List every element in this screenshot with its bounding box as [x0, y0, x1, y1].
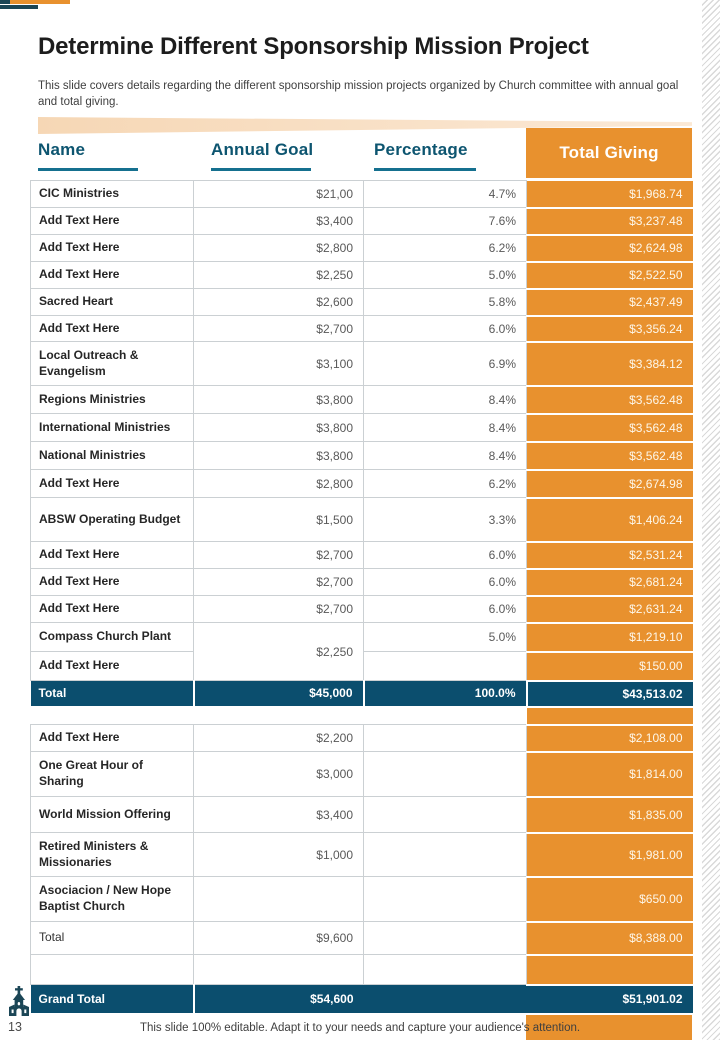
column-header-name: Name — [38, 140, 86, 159]
cell-name: Add Text Here — [31, 542, 194, 569]
cell-name: CIC Ministries — [31, 181, 194, 208]
table-row — [31, 342, 693, 386]
table-row — [31, 833, 693, 877]
cell-name: Regions Ministries — [31, 386, 194, 414]
cell-goal: $3,400 — [194, 797, 364, 833]
cell-name: Add Text Here — [31, 652, 194, 681]
table-row — [31, 289, 693, 316]
cell-pct: 6.0% — [364, 316, 527, 342]
cell-goal: $2,700 — [194, 542, 364, 569]
cell-goal: $2,800 — [194, 235, 364, 262]
cell-name: One Great Hour of Sharing — [31, 752, 194, 797]
column-header-percentage: Percentage — [374, 140, 468, 159]
grand-total-row — [31, 985, 693, 1014]
cell-pct — [364, 877, 527, 922]
cell-total-goal: $45,000 — [194, 681, 364, 707]
cell-pct: 4.7% — [364, 181, 527, 208]
cell-pct — [364, 652, 527, 681]
cell-goal: $1,500 — [194, 498, 364, 542]
cell-name: Add Text Here — [31, 569, 194, 596]
cell-giving: $3,562.48 — [527, 414, 693, 442]
cell-giving: $2,108.00 — [527, 725, 693, 752]
cell-name: Add Text Here — [31, 316, 194, 342]
cell-name: International Ministries — [31, 414, 194, 442]
annual-goal-header-underline — [211, 168, 311, 171]
cell-pct — [364, 752, 527, 797]
table-row — [31, 316, 693, 342]
cell-pct: 6.9% — [364, 342, 527, 386]
cell-goal-merged: $2,250 — [194, 623, 364, 681]
cell-giving-spacer — [527, 707, 693, 725]
spacer-row — [31, 707, 693, 725]
cell-goal: $1,000 — [194, 833, 364, 877]
cell-name: Add Text Here — [31, 262, 194, 289]
cell-giving: $3,384.12 — [527, 342, 693, 386]
slide-title: Determine Different Sponsorship Mission Project — [38, 33, 589, 60]
cell-total-label: Total — [31, 922, 194, 955]
cell-name: Add Text Here — [31, 235, 194, 262]
cell-goal: $2,250 — [194, 262, 364, 289]
name-header-underline — [38, 168, 138, 171]
cell-giving: $2,522.50 — [527, 262, 693, 289]
cell-goal: $21,00 — [194, 181, 364, 208]
cell-name: Compass Church Plant — [31, 623, 194, 652]
cell-name: Add Text Here — [31, 470, 194, 498]
cell-name: Retired Ministers & Missionaries — [31, 833, 194, 877]
cell-total-label: Total — [31, 681, 194, 707]
cell-goal: $3,000 — [194, 752, 364, 797]
cell-giving: $1,219.10 — [527, 623, 693, 652]
cell-goal: $3,400 — [194, 208, 364, 235]
cell-pct: 5.8% — [364, 289, 527, 316]
table-row — [31, 542, 693, 569]
cell-pct: 6.2% — [364, 470, 527, 498]
cell-giving: $150.00 — [527, 652, 693, 681]
cell-goal — [194, 877, 364, 922]
cell-goal: $3,800 — [194, 386, 364, 414]
cell-pct — [364, 797, 527, 833]
cell-goal: $2,700 — [194, 596, 364, 623]
cell-name: Add Text Here — [31, 596, 194, 623]
cell-pct — [364, 725, 527, 752]
cell-giving: $3,356.24 — [527, 316, 693, 342]
cell-pct: 8.4% — [364, 386, 527, 414]
cell-giving: $1,835.00 — [527, 797, 693, 833]
cell-giving: $2,531.24 — [527, 542, 693, 569]
cell-giving: $1,968.74 — [527, 181, 693, 208]
table-row — [31, 498, 693, 542]
cell-goal: $2,700 — [194, 316, 364, 342]
cell-giving: $1,981.00 — [527, 833, 693, 877]
cell-goal: $2,800 — [194, 470, 364, 498]
cell-total-goal: $9,600 — [194, 922, 364, 955]
cell-giving: $1,406.24 — [527, 498, 693, 542]
cell-pct — [364, 833, 527, 877]
cell-grand-total-label: Grand Total — [31, 985, 194, 1014]
table-row — [31, 752, 693, 797]
right-edge-hatch-decoration — [702, 0, 720, 1040]
cell-goal: $3,100 — [194, 342, 364, 386]
table-row — [31, 725, 693, 752]
cell-pct: 6.0% — [364, 596, 527, 623]
cell-pct: 8.4% — [364, 414, 527, 442]
table-row — [31, 797, 693, 833]
subtotal-row — [31, 922, 693, 955]
table-row — [31, 262, 693, 289]
cell-name: Asociacion / New Hope Baptist Church — [31, 877, 194, 922]
slide-subtitle: This slide covers details regarding the different sponsorship mission projects organized by Church committee with annual goal and total giving. — [38, 80, 679, 109]
cell-total-giving: $43,513.02 — [527, 681, 693, 707]
cell-pct: 8.4% — [364, 442, 527, 470]
table-row — [31, 414, 693, 442]
cell-name: ABSW Operating Budget — [31, 498, 194, 542]
corner-teal-bar-top — [0, 0, 10, 4]
cell-giving: $650.00 — [527, 877, 693, 922]
table-row — [31, 877, 693, 922]
cell-pct: 5.0% — [364, 623, 527, 652]
cell-pct: 3.3% — [364, 498, 527, 542]
blank-row — [31, 955, 693, 985]
cell-giving: $2,437.49 — [527, 289, 693, 316]
cell-grand-total-goal: $54,600 — [194, 985, 364, 1014]
table-row — [31, 569, 693, 596]
cell-giving: $2,624.98 — [527, 235, 693, 262]
cell-giving: $3,562.48 — [527, 442, 693, 470]
cell-goal: $2,600 — [194, 289, 364, 316]
percentage-header-underline — [374, 168, 476, 171]
cell-giving-spacer — [527, 955, 693, 985]
cell-giving: $2,674.98 — [527, 470, 693, 498]
cell-pct: 6.2% — [364, 235, 527, 262]
cell-name: National Ministries — [31, 442, 194, 470]
cell-name: Add Text Here — [31, 208, 194, 235]
cell-grand-total-giving: $51,901.02 — [527, 985, 693, 1014]
cell-pct: 6.0% — [364, 569, 527, 596]
cell-pct: 5.0% — [364, 262, 527, 289]
cell-total-pct — [364, 922, 527, 955]
total-row — [31, 681, 693, 707]
table-row — [31, 470, 693, 498]
table-row — [31, 442, 693, 470]
cell-total-giving: $8,388.00 — [527, 922, 693, 955]
cell-name: World Mission Offering — [31, 797, 194, 833]
table-row — [31, 235, 693, 262]
cell-name: Sacred Heart — [31, 289, 194, 316]
corner-teal-bar-bottom — [0, 5, 38, 9]
cell-name: Add Text Here — [31, 725, 194, 752]
cell-pct: 6.0% — [364, 542, 527, 569]
column-header-annual-goal: Annual Goal — [211, 140, 314, 159]
cell-goal: $3,800 — [194, 442, 364, 470]
table-row — [31, 181, 693, 208]
table-row-merged-top — [31, 623, 693, 652]
cell-giving: $2,631.24 — [527, 596, 693, 623]
cell-goal: $2,200 — [194, 725, 364, 752]
cell-giving: $1,814.00 — [527, 752, 693, 797]
cell-goal: $3,800 — [194, 414, 364, 442]
cell-giving: $3,237.48 — [527, 208, 693, 235]
table-row — [31, 208, 693, 235]
page-number: 13 — [8, 1020, 22, 1034]
cell-total-pct: 100.0% — [364, 681, 527, 707]
cell-giving: $3,562.48 — [527, 386, 693, 414]
footer-note: This slide 100% editable. Adapt it to your needs and capture your audience's attention. — [139, 1022, 581, 1034]
table-row — [31, 596, 693, 623]
cell-name: Local Outreach & Evangelism — [31, 342, 194, 386]
column-header-total-giving: Total Giving — [526, 128, 692, 178]
corner-orange-bar — [10, 0, 70, 4]
cell-goal: $2,700 — [194, 569, 364, 596]
table-row — [31, 386, 693, 414]
cell-pct: 7.6% — [364, 208, 527, 235]
church-icon — [7, 986, 31, 1018]
cell-giving: $2,681.24 — [527, 569, 693, 596]
sponsorship-table — [30, 180, 693, 1015]
